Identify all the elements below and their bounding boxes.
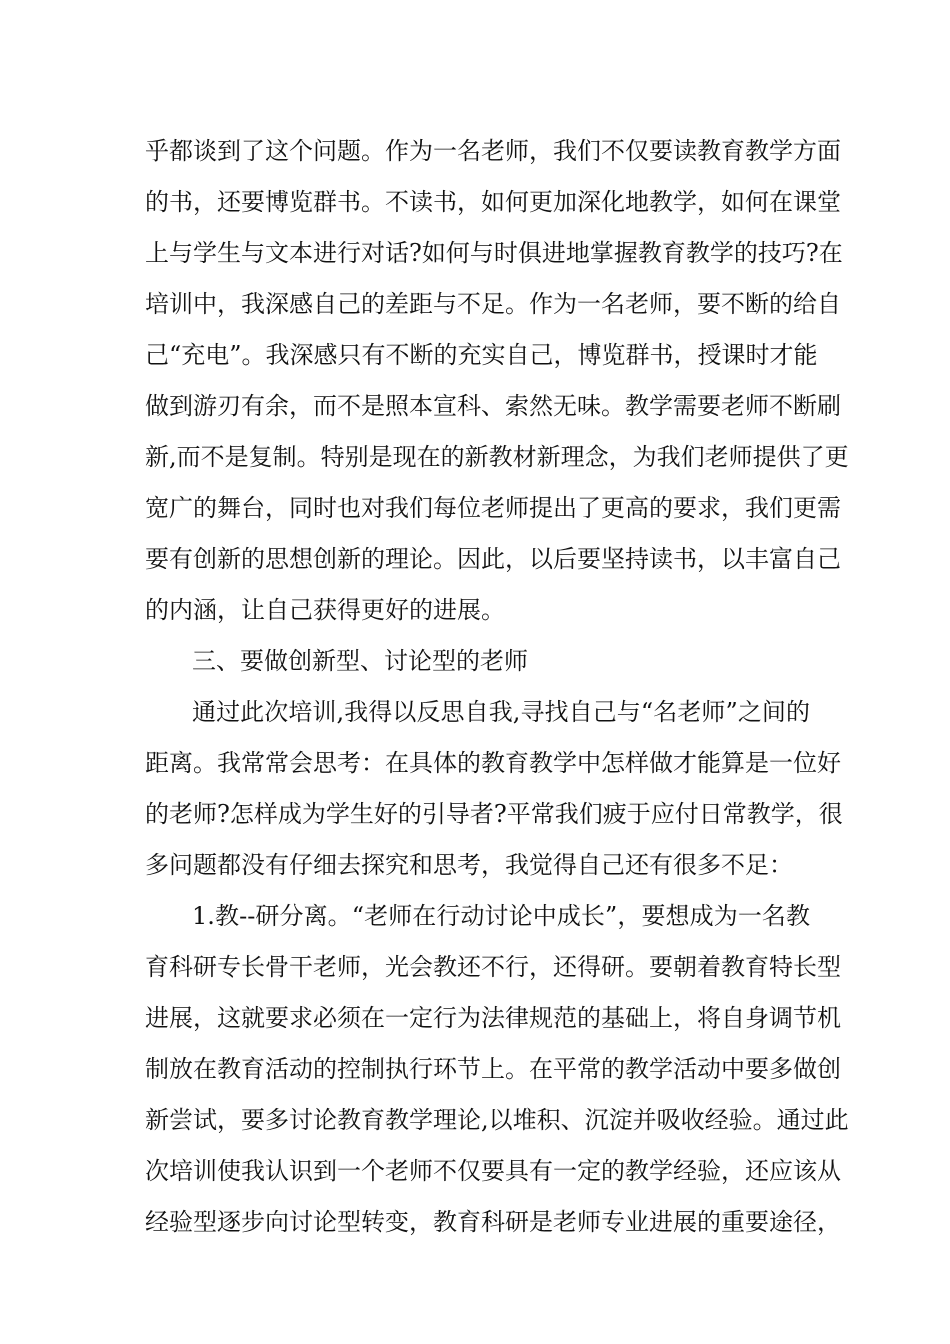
text-line: 距离。我常常会思考：在具体的教育教学中怎样做才能算是一位好 xyxy=(145,749,841,777)
text-line: 的老师?怎样成为学生好的引导者?平常我们疲于应付日常教学，很 xyxy=(145,800,843,828)
text-line: 的书，还要博览群书。不读书，如何更加深化地教学，如何在课堂 xyxy=(145,188,841,216)
text-line: 新,而不是复制。特别是现在的新教材新理念，为我们老师提供了更 xyxy=(145,443,849,471)
text-line: 制放在教育活动的控制执行环节上。在平常的教学活动中要多做创 xyxy=(145,1055,841,1083)
paragraph-first-line: 1.教--研分离。“老师在行动讨论中成长”，要想成为一名教 xyxy=(192,902,810,930)
text-line: 进展，这就要求必须在一定行为法律规范的基础上，将自身调节机 xyxy=(145,1004,841,1032)
text-line: 经验型逐步向讨论型转变，教育科研是老师专业进展的重要途径， xyxy=(145,1208,841,1236)
text-line: 要有创新的思想创新的理论。因此，以后要坚持读书，以丰富自己 xyxy=(145,545,841,573)
text-line: 培训中，我深感自己的差距与不足。作为一名老师，要不断的给自 xyxy=(145,290,841,318)
text-line: 新尝试，要多讨论教育教学理论,以堆积、沉淀并吸收经验。通过此 xyxy=(145,1106,849,1134)
text-line: 做到游刃有余，而不是照本宣科、索然无味。教学需要老师不断刷 xyxy=(145,392,841,420)
paragraph-first-line: 通过此次培训,我得以反思自我,寻找自己与“名老师”之间的 xyxy=(192,698,810,726)
text-line: 的内涵，让自己获得更好的进展。 xyxy=(145,596,505,624)
section-heading: 三、要做创新型、讨论型的老师 xyxy=(192,647,528,675)
text-line: 乎都谈到了这个问题。作为一名老师，我们不仅要读教育教学方面 xyxy=(145,137,841,165)
text-line: 己“充电”。我深感只有不断的充实自己，博览群书，授课时才能 xyxy=(145,341,818,369)
text-line: 育科研专长骨干老师，光会教还不行，还得研。要朝着教育特长型 xyxy=(145,953,841,981)
text-line: 多问题都没有仔细去探究和思考，我觉得自己还有很多不足： xyxy=(145,851,793,879)
text-line: 宽广的舞台，同时也对我们每位老师提出了更高的要求，我们更需 xyxy=(145,494,841,522)
text-line: 上与学生与文本进行对话?如何与时俱进地掌握教育教学的技巧?在 xyxy=(145,239,843,267)
text-line: 次培训使我认识到一个老师不仅要具有一定的教学经验，还应该从 xyxy=(145,1157,841,1185)
